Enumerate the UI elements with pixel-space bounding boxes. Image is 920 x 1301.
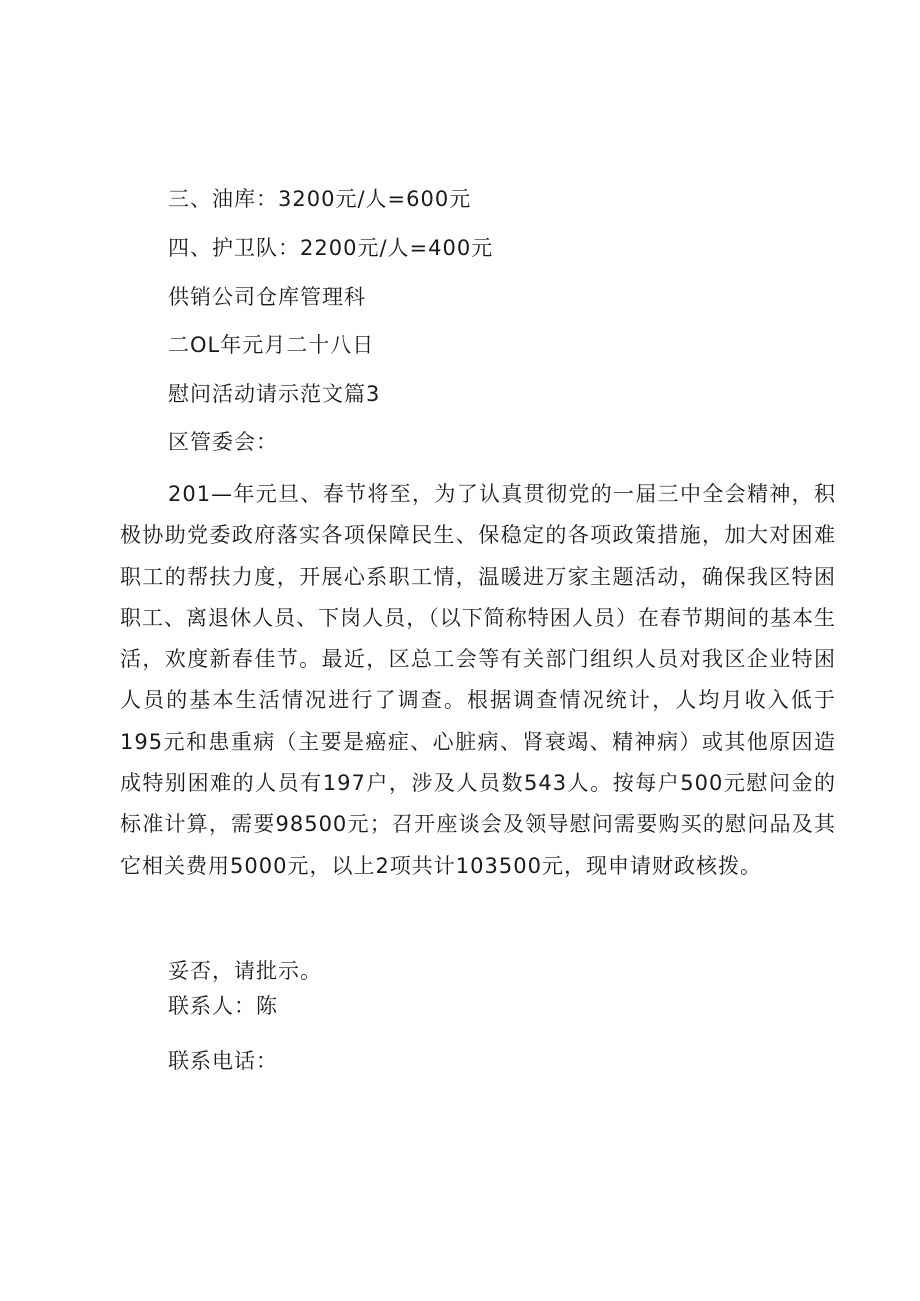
signature-organization: 供销公司仓库管理科 [168,285,366,309]
section-title: 慰问活动请示范文篇3 [168,382,381,406]
expense-item-oil-depot: 三、油库：3200元/人=600元 [168,187,472,211]
expense-item-guard-team: 四、护卫队：2200元/人=400元 [168,236,494,260]
body-paragraph: 201—年元旦、春节将至，为了认真贯彻党的一届三中全会精神，积极协助党委政府落实各项保障民生、保稳定的各项政策措施，加大对困难职工的帮扶力度，开展心系职工情，温暖进万家主题活动，确保我区特困职工、离退休人员、下岗人员，（以下简称特困人员）在春节期间的基本生活，欢度新春佳节。最近，区总工会等有关部门组织人员对我区企业特困人员的基本生活情况进行了调查。根据调查情况统计，人均月收入低于195元和患重病（主要是癌症、心脏病、肾衰竭、精神病）或其他原因造成特别困难的人员有197户，涉及人员数543人。按每户500元慰问金的标准计算，需要98500元；召开座谈会及领导慰问需要购买的慰问品及其它相关费用5000元，以上2项共计103500元，现申请财政核拨。 [120,482,836,878]
signature-date: 二OL年元月二十八日 [168,333,375,357]
closing-line: 妥否，请批示。 [168,959,322,983]
addressee: 区管委会： [168,430,278,454]
contact-phone: 联系电话： [168,1049,278,1073]
contact-person: 联系人：陈 [168,994,278,1018]
